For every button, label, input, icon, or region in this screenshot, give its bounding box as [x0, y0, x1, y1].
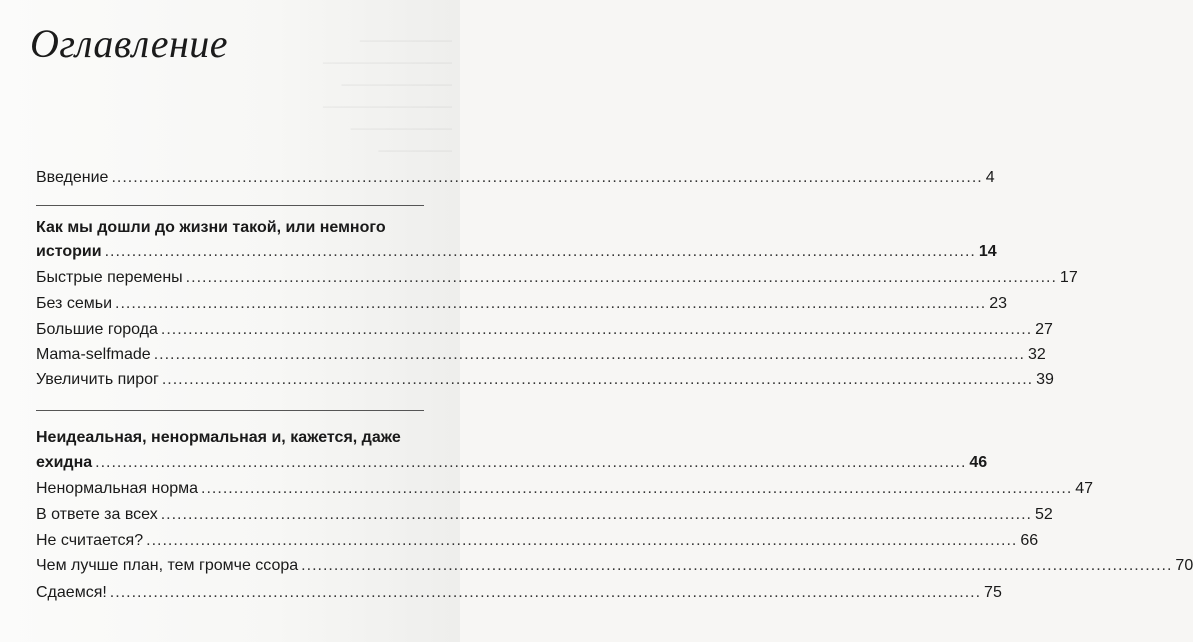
- page-title: Оглавление: [30, 21, 229, 66]
- dot-leader: ................................................................................................................................................................: [160, 506, 1032, 523]
- toc-entry: [36, 583, 1002, 603]
- toc-entry-label: Не считается?: [36, 532, 144, 549]
- toc-entry: [36, 320, 1053, 340]
- dot-leader: ................................................................................................................................................................: [104, 243, 976, 260]
- toc-entry-label: В ответе за всех: [36, 506, 158, 523]
- bleed-through-text: ────────── ────────────── ──────────── ────────────── ─────────── ────────: [323, 33, 452, 158]
- toc-entry-page: 52: [1034, 506, 1053, 523]
- section-title-line: ехидна: [36, 454, 93, 471]
- dot-leader: ................................................................................................................................................................: [115, 295, 987, 312]
- section-divider: [36, 410, 424, 411]
- section-divider: [36, 205, 424, 206]
- toc-entry-page: 4: [985, 169, 995, 186]
- toc-entry-label: Ненормальная норма: [36, 480, 199, 497]
- toc-entry-page: 27: [1035, 321, 1053, 338]
- dot-leader: ................................................................................................................................................................: [160, 321, 1033, 338]
- dot-leader: ................................................................................................................................................................: [95, 454, 967, 471]
- toc-entry-page: 39: [1036, 371, 1054, 388]
- toc-entry: [36, 294, 1008, 314]
- dot-leader: ................................................................................................................................................................: [111, 169, 983, 186]
- toc-entry-page: 23: [989, 295, 1008, 312]
- toc-entry: [36, 479, 1094, 499]
- dot-leader: ................................................................................................................................................................: [153, 346, 1025, 363]
- toc-entry-page: 17: [1059, 269, 1078, 286]
- toc-entry-page: 32: [1027, 346, 1046, 363]
- dot-leader: ................................................................................................................................................................: [301, 557, 1173, 574]
- toc-entry: [36, 370, 1054, 390]
- toc-entry-label: Большие города: [36, 321, 158, 338]
- toc-entry: [36, 531, 1039, 551]
- toc-entry-page: 70: [1175, 557, 1193, 574]
- section-title-line: Как мы дошли до жизни такой, или немного: [36, 219, 386, 236]
- toc-entry-label: Быстрые перемены: [36, 269, 183, 286]
- toc-entry-intro: [36, 168, 995, 188]
- toc-entry: [36, 505, 1053, 525]
- section-page: 46: [969, 454, 988, 471]
- section-title-line: Неидеальная, ненормальная и, кажется, даже: [36, 429, 401, 446]
- dot-leader: ................................................................................................................................................................: [201, 480, 1073, 497]
- toc-entry-label: Сдаемся!: [36, 584, 107, 601]
- toc-entry-label: Чем лучше план, тем громче ссора: [36, 557, 299, 574]
- section-page: 14: [978, 243, 997, 260]
- toc-entry: [36, 556, 1193, 576]
- toc-section-2: [36, 453, 988, 473]
- toc-entry: [36, 268, 1078, 288]
- dot-leader: ................................................................................................................................................................: [109, 584, 982, 601]
- toc-entry-label: Mama-selfmade: [36, 346, 151, 363]
- toc-entry-page: 47: [1075, 480, 1094, 497]
- toc-entry-label: Без семьи: [36, 295, 112, 312]
- dot-leader: ................................................................................................................................................................: [161, 371, 1034, 388]
- toc-entry-label: Введение: [36, 169, 109, 186]
- section-title-line: истории: [36, 243, 102, 260]
- toc-entry: [36, 345, 1046, 365]
- toc-entry-label: Увеличить пирог: [36, 371, 159, 388]
- toc-entry-page: 66: [1020, 532, 1039, 549]
- toc-entry-page: 75: [984, 584, 1002, 601]
- toc-section-1: [36, 242, 997, 262]
- dot-leader: ................................................................................................................................................................: [146, 532, 1018, 549]
- dot-leader: ................................................................................................................................................................: [185, 269, 1057, 286]
